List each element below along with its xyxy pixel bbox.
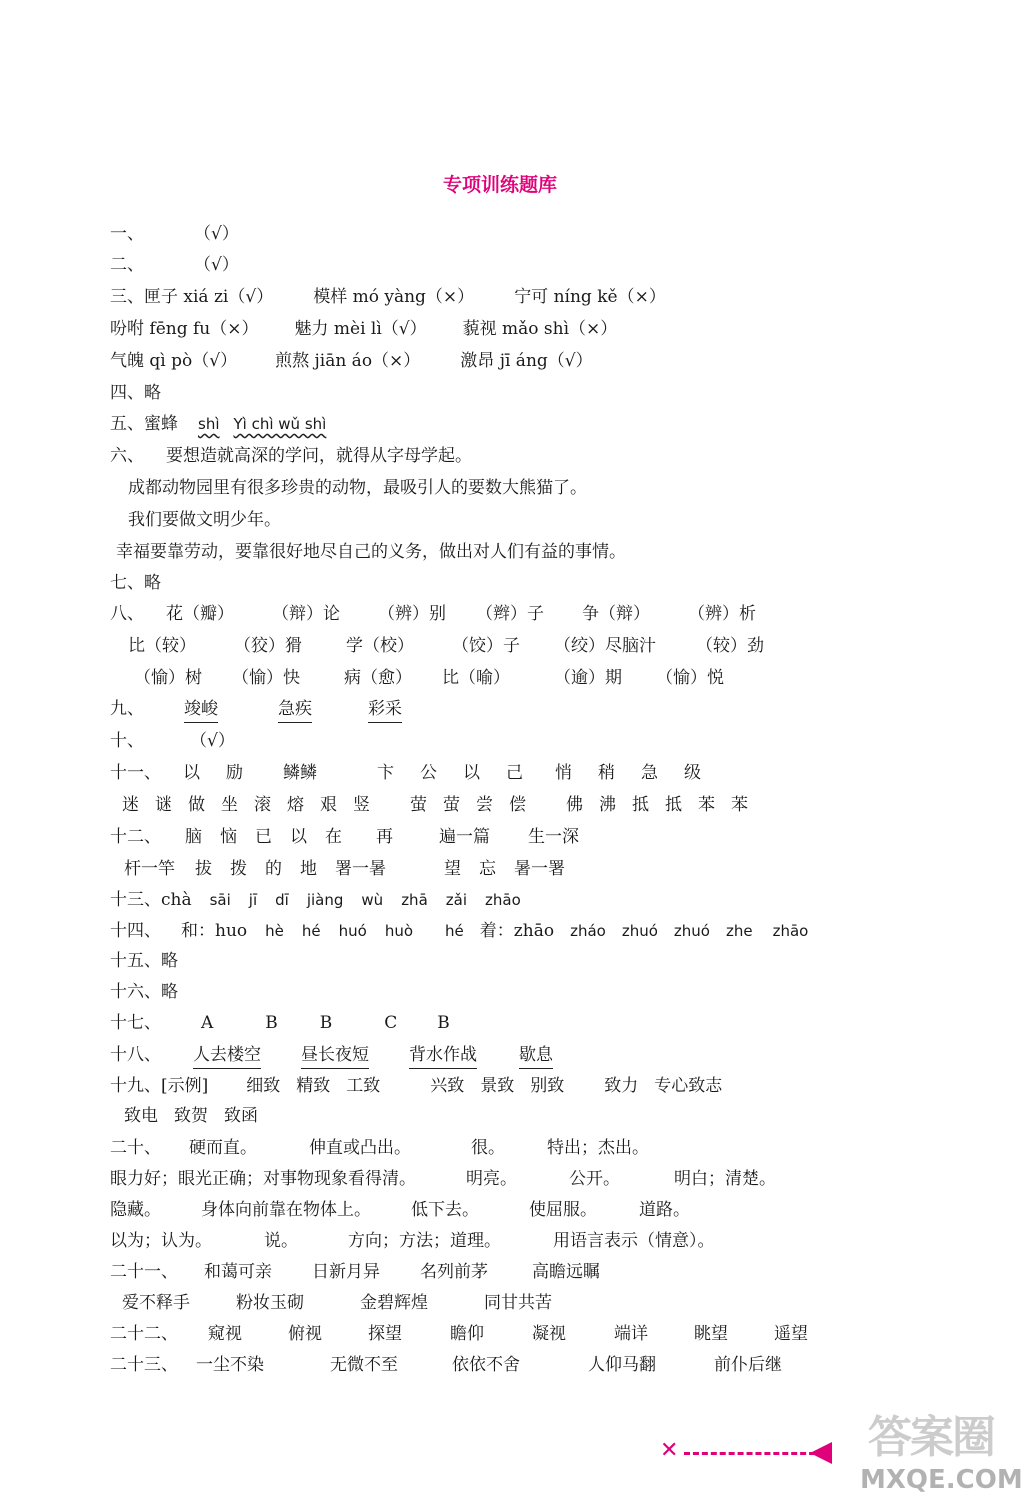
- answer-line: [122, 793, 748, 819]
- answer-item: 谜: [155, 795, 172, 815]
- answer-item: 病（愈）: [344, 668, 412, 688]
- answer-line: [110, 349, 593, 375]
- answer-label: 比（较）: [128, 636, 196, 656]
- answer-item: C: [384, 1013, 398, 1033]
- answer-item: 工致: [346, 1076, 381, 1096]
- answer-line: [110, 412, 326, 438]
- answer-item: zhuó: [673, 922, 710, 940]
- answer-item: （√）: [194, 224, 239, 244]
- answer-item: 和：huo: [181, 921, 248, 941]
- answer-item: 尝: [476, 795, 493, 815]
- answer-item: 粉妆玉砌: [236, 1293, 304, 1313]
- answer-label: 十四、: [110, 921, 161, 941]
- answer-item: huó: [338, 922, 367, 940]
- answer-item: 说。: [264, 1231, 298, 1251]
- answer-item: 瞻仰: [450, 1324, 484, 1344]
- answer-item: 彩采: [368, 697, 402, 723]
- answer-item: 魅力 mèi lì（√）: [294, 319, 427, 339]
- answer-item: 忘: [479, 859, 496, 879]
- answer-item: shì: [198, 415, 220, 433]
- answer-item: 花（瓣）: [166, 604, 234, 624]
- answer-item: 望: [444, 859, 461, 879]
- answer-item: （绞）尽脑汁: [554, 636, 656, 656]
- answer-item: （√）: [194, 255, 239, 275]
- answer-item: zhā: [401, 891, 428, 909]
- answer-item: zháo: [570, 922, 606, 940]
- answer-item: 遥望: [774, 1324, 808, 1344]
- answer-item: 拨: [230, 859, 247, 879]
- answer-label: 气魄 qì pò（√）: [110, 351, 238, 371]
- answer-item: 拔: [195, 859, 212, 879]
- answer-item: zhe: [725, 922, 753, 940]
- watermark-logo: [860, 1395, 1023, 1507]
- answer-item: 无微不至: [330, 1355, 398, 1375]
- answer-item: 歇息: [519, 1043, 553, 1069]
- answer-item: 以: [463, 763, 480, 783]
- answer-item: 抵: [632, 795, 649, 815]
- answer-item: jī: [248, 891, 258, 909]
- answer-line: [110, 602, 756, 628]
- answer-item: 的: [265, 859, 282, 879]
- answer-item: 稍: [598, 763, 615, 783]
- answer-item: 窥视: [208, 1324, 242, 1344]
- answer-item: 苯: [698, 795, 715, 815]
- answer-line: [128, 508, 281, 534]
- answer-label: 眼力好；眼光正确；对事物现象看得清。: [110, 1169, 416, 1189]
- answer-item: 萤: [410, 795, 427, 815]
- answer-item: （逾）期: [554, 668, 622, 688]
- answer-line: [110, 1198, 690, 1224]
- answer-item: B: [265, 1013, 278, 1033]
- answer-line: [110, 1136, 649, 1162]
- answer-item: （辫）子: [476, 604, 544, 624]
- answer-item: 偿: [509, 795, 526, 815]
- answer-item: （愉）快: [232, 668, 300, 688]
- answer-line: [110, 1011, 450, 1037]
- answer-line: [110, 697, 402, 723]
- answer-label: 三、匣子 xiá zi（√）: [110, 287, 274, 307]
- answer-item: 公: [420, 763, 437, 783]
- answer-label: （愉）树: [134, 668, 202, 688]
- answer-item: B: [437, 1013, 450, 1033]
- answer-item: 俯视: [288, 1324, 322, 1344]
- answer-item: 别致: [530, 1076, 565, 1096]
- answer-item: 恼: [220, 827, 237, 847]
- answer-item: 和蔼可亲: [204, 1262, 272, 1282]
- answer-item: 以: [183, 763, 200, 783]
- answer-label: 十三、chà: [110, 890, 192, 910]
- answer-item: 已: [255, 827, 272, 847]
- answer-item: 抵: [665, 795, 682, 815]
- answer-label: 吩咐 fēng fu（×）: [110, 319, 259, 339]
- answer-label: 十二、: [110, 827, 161, 847]
- answer-item: Yì chì wǔ shì: [233, 415, 327, 433]
- answer-item: 萤: [443, 795, 460, 815]
- answer-line: [110, 285, 666, 311]
- answer-item: 使屈服。: [529, 1200, 597, 1220]
- answer-label: 六、: [110, 446, 144, 466]
- answer-item: jiàng: [306, 891, 344, 909]
- answer-line: [110, 1322, 808, 1348]
- answer-label: 十一、: [110, 763, 161, 783]
- answer-item: huò: [384, 922, 414, 940]
- answer-item: 致函: [224, 1106, 258, 1126]
- answer-item: 藐视 mǎo shì（×）: [462, 319, 618, 339]
- answer-item: 苯: [731, 795, 748, 815]
- answer-item: dī: [275, 891, 289, 909]
- answer-label: 十七、: [110, 1013, 161, 1033]
- answer-label: 杆一竿: [124, 859, 175, 879]
- answer-item: 急: [641, 763, 658, 783]
- answer-item: 级: [684, 763, 701, 783]
- answer-item: 署一暑: [335, 859, 386, 879]
- page-title: 专项训练题库: [442, 174, 557, 196]
- answer-line: [110, 1260, 600, 1286]
- answer-item: 人去楼空: [193, 1043, 261, 1069]
- answer-line: [122, 1291, 552, 1317]
- answer-item: 硬而直。: [189, 1138, 257, 1158]
- answer-item: （辨）析: [688, 604, 756, 624]
- answer-label: 四、略: [110, 383, 161, 403]
- answer-item: （辩）论: [272, 604, 340, 624]
- answer-line: [110, 444, 472, 470]
- answer-item: 生一深: [528, 827, 579, 847]
- answer-line: [110, 1074, 722, 1100]
- answer-item: 遍一篇: [439, 827, 490, 847]
- watermark-url: MXQE.COM: [860, 1465, 1023, 1495]
- answer-label: 隐藏。: [110, 1200, 161, 1220]
- answer-item: 比（喻）: [442, 668, 510, 688]
- answer-item: 景致: [480, 1076, 515, 1096]
- answer-item: 方向；方法；道理。: [348, 1231, 501, 1251]
- answer-item: （较）劲: [696, 636, 764, 656]
- answer-item: 坐: [221, 795, 238, 815]
- answer-item: 做: [188, 795, 205, 815]
- answer-item: （狡）猾: [234, 636, 302, 656]
- answer-label: 十六、略: [110, 982, 178, 1002]
- answer-item: （√）: [190, 731, 235, 751]
- answer-label: 七、略: [110, 573, 161, 593]
- answer-item: 在: [325, 827, 342, 847]
- answer-label: 二十二、: [110, 1324, 178, 1344]
- answer-item: zhāo: [485, 891, 521, 909]
- answer-item: 同甘共苦: [484, 1293, 552, 1313]
- answer-line: [110, 1353, 782, 1379]
- answer-label: 十八、: [110, 1045, 161, 1065]
- answer-item: 日新月异: [312, 1262, 380, 1282]
- arrow-left-icon: [810, 1442, 832, 1464]
- answer-line: [110, 888, 521, 914]
- answer-item: 学（校）: [346, 636, 414, 656]
- answer-item: 致力: [604, 1076, 639, 1096]
- answer-item: 细致: [246, 1076, 281, 1096]
- answer-item: 再: [376, 827, 393, 847]
- answer-item: 佛: [566, 795, 583, 815]
- answer-line: [124, 1104, 258, 1130]
- answer-item: （辨）别: [378, 604, 446, 624]
- answer-item: 高瞻远瞩: [532, 1262, 600, 1282]
- answer-item: 竣峻: [184, 697, 218, 723]
- answer-item: sāi: [209, 891, 231, 909]
- answer-item: 悄: [555, 763, 572, 783]
- answer-item: 沸: [599, 795, 616, 815]
- answer-line: [128, 634, 764, 660]
- answer-line: [110, 980, 178, 1006]
- answer-line: [110, 317, 617, 343]
- answer-item: 金碧辉煌: [360, 1293, 428, 1313]
- answer-label: 以为；认为。: [110, 1231, 212, 1251]
- answer-item: B: [319, 1013, 333, 1033]
- answer-label: 一、: [110, 224, 144, 244]
- answer-label: 幸福要靠劳动，要靠很好地尽自己的义务，做出对人们有益的事情。: [116, 542, 626, 562]
- answer-item: 励: [226, 763, 243, 783]
- answer-item: 很。: [471, 1138, 505, 1158]
- answer-item: 特出；杰出。: [547, 1138, 649, 1158]
- answer-line: [110, 381, 161, 407]
- answer-line: [110, 253, 239, 279]
- answer-line: [110, 729, 235, 755]
- answer-item: 争（辩）: [582, 604, 650, 624]
- answer-line: [110, 949, 178, 975]
- answer-item: 地: [300, 859, 317, 879]
- answer-item: （饺）子: [452, 636, 520, 656]
- answer-label: 十、: [110, 731, 144, 751]
- answer-item: 明亮。: [466, 1169, 517, 1189]
- answer-item: wù: [361, 891, 384, 909]
- answer-item: 鳞鳞: [283, 763, 317, 783]
- answer-item: 道路。: [639, 1200, 690, 1220]
- answer-label: 迷: [122, 795, 139, 815]
- answer-item: 竖: [353, 795, 370, 815]
- answer-line: [110, 761, 701, 787]
- answer-item: 暑一署: [514, 859, 565, 879]
- answer-item: 专心致志: [654, 1076, 723, 1096]
- answer-item: 着：zhāo: [479, 921, 555, 941]
- answer-line: [110, 919, 808, 945]
- answer-label: 我们要做文明少年。: [128, 510, 281, 530]
- answer-item: hè: [265, 922, 284, 940]
- answer-item: 昼长夜短: [301, 1043, 369, 1069]
- answer-line: [110, 222, 239, 248]
- answer-item: zǎi: [445, 891, 467, 909]
- answer-item: 艰: [320, 795, 337, 815]
- answer-item: 公开。: [569, 1169, 620, 1189]
- answer-label: 二十、: [110, 1138, 161, 1158]
- answer-item: 前仆后继: [714, 1355, 782, 1375]
- answer-label: 十九、[示例]: [110, 1076, 209, 1096]
- answer-item: 依依不舍: [452, 1355, 520, 1375]
- answer-item: 兴致: [430, 1076, 465, 1096]
- answer-item: 一尘不染: [196, 1355, 264, 1375]
- answer-label: 致电: [124, 1106, 158, 1126]
- answer-item: 精致: [296, 1076, 331, 1096]
- answer-item: 背水作战: [409, 1043, 477, 1069]
- answer-line: [110, 1229, 715, 1255]
- answer-label: 二十三、: [110, 1355, 178, 1375]
- answer-item: 低下去。: [411, 1200, 479, 1220]
- answer-item: 己: [506, 763, 523, 783]
- answer-item: 滚: [254, 795, 271, 815]
- answer-item: 端详: [614, 1324, 648, 1344]
- answer-line: [110, 1167, 776, 1193]
- answer-item: 探望: [368, 1324, 402, 1344]
- answer-item: hé: [301, 922, 321, 940]
- answer-label: 成都动物园里有很多珍贵的动物，最吸引人的要数大熊猫了。: [128, 478, 587, 498]
- answer-item: 明白；清楚。: [674, 1169, 776, 1189]
- answer-label: 八、: [110, 604, 144, 624]
- answer-item: 伸直或凸出。: [309, 1138, 411, 1158]
- answer-item: 激昂 jī áng（√）: [460, 351, 593, 371]
- answer-item: 身体向前靠在物体上。: [201, 1200, 371, 1220]
- answer-item: 卞: [377, 763, 394, 783]
- answer-item: 模样 mó yàng（×）: [313, 287, 475, 307]
- answer-item: A: [201, 1013, 214, 1033]
- answer-item: 以: [290, 827, 307, 847]
- answer-label: 十五、略: [110, 951, 178, 971]
- answer-item: 熔: [287, 795, 304, 815]
- answer-item: 人仰马翻: [588, 1355, 656, 1375]
- watermark-text: 答案圈: [868, 1412, 994, 1463]
- answer-item: 煎熬 jiān áo（×）: [275, 351, 421, 371]
- answer-label: 爱不释手: [122, 1293, 190, 1313]
- answer-item: 用语言表示（情意）。: [553, 1231, 715, 1251]
- answer-line: [124, 857, 565, 883]
- answer-line: [116, 540, 626, 566]
- answer-item: 眺望: [694, 1324, 728, 1344]
- answer-item: 致贺: [174, 1106, 208, 1126]
- answer-item: 名列前茅: [420, 1262, 488, 1282]
- answer-item: zhuó: [621, 922, 658, 940]
- answer-item: 脑: [185, 827, 202, 847]
- answer-line: [128, 476, 587, 502]
- answer-item: 宁可 níng kě（×）: [514, 287, 666, 307]
- answer-item: 急疾: [278, 697, 312, 723]
- answer-item: 凝视: [532, 1324, 566, 1344]
- answer-label: 九、: [110, 699, 144, 719]
- answer-line: [134, 666, 724, 692]
- answer-item: 要想造就高深的学问，就得从字母学起。: [166, 446, 472, 466]
- answer-line: [110, 571, 161, 597]
- answer-label: 二、: [110, 255, 144, 275]
- cross-icon: ✕: [660, 1438, 679, 1463]
- answer-line: [110, 825, 579, 851]
- answer-label: 二十一、: [110, 1262, 178, 1282]
- dashed-line: [684, 1452, 824, 1455]
- answer-line: [110, 1043, 553, 1069]
- answer-item: zhāo: [772, 922, 809, 940]
- answer-label: 五、蜜蜂: [110, 414, 178, 434]
- answer-item: （愉）悦: [656, 668, 724, 688]
- answer-item: hé: [445, 922, 464, 940]
